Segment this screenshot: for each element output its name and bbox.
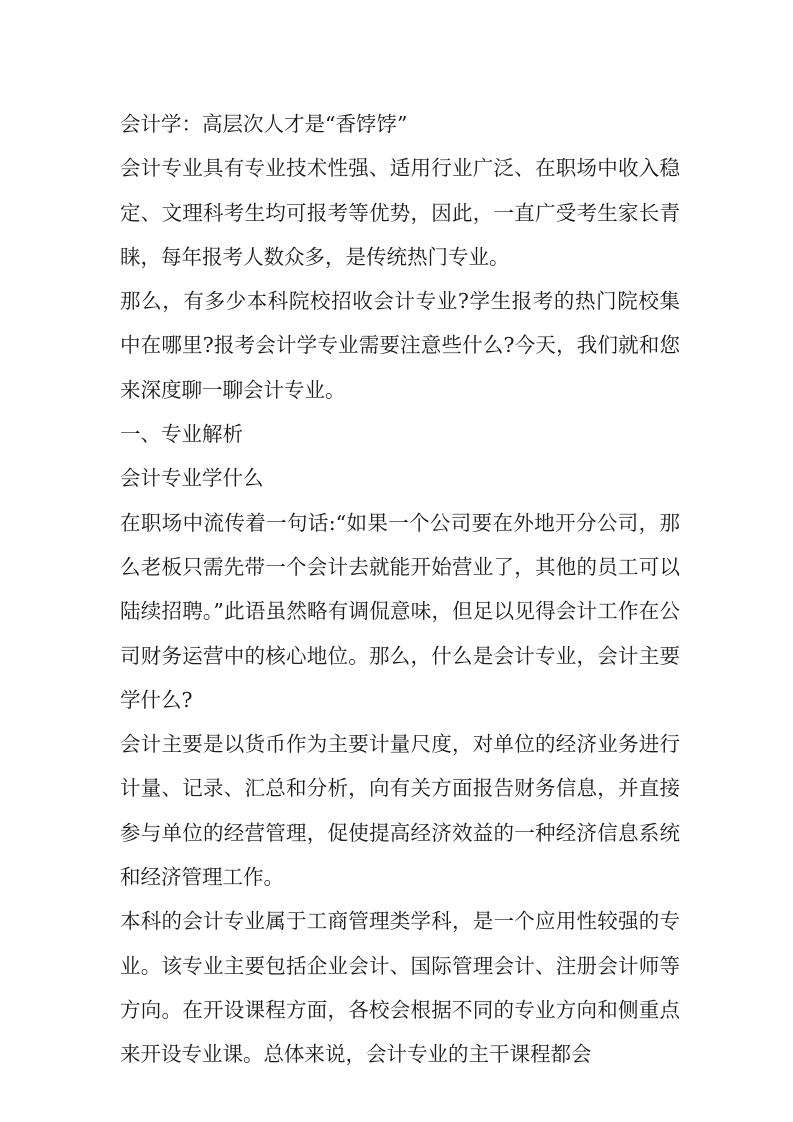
- section-heading: 一、专业解析: [120, 422, 243, 447]
- paragraph-undergrad: 本科的会计专业属于工商管理类学科，是一个应用性较强的专业。该专业主要包括企业会计、国际管理会计、注册会计师等方向。在开设课程方面，各校会根据不同的专业方向和侧重点来开设专业课。总体来说，会计专业的主干课程都会: [120, 909, 680, 1067]
- paragraph-questions: 那么，有多少本科院校招收会计专业?学生报考的热门院校集中在哪里?报考会计学专业需要注意些什么?今天，我们就和您来深度聊一聊会计专业。: [120, 289, 680, 402]
- article-title: 会计学：高层次人才是“香饽饽”: [120, 112, 408, 136]
- paragraph-saying: 在职场中流传着一句话:“如果一个公司要在外地开分公司，那么老板只需先带一个会计去就能开始营业了，其他的员工可以陆续招聘。”此语虽然略有调侃意味，但足以见得会计工作在公司财务运营中的核心地位。那么，什么是会计专业，会计主要学什么?: [120, 510, 680, 712]
- paragraph-definition: 会计主要是以货币作为主要计量尺度，对单位的经济业务进行计量、记录、汇总和分析，向有关方面报告财务信息，并直接参与单位的经营管理，促使提高经济效益的一种经济信息系统和经济管理工作。: [120, 732, 680, 890]
- document-page: [120, 102, 680, 1077]
- subsection-heading: 会计专业学什么: [120, 466, 264, 491]
- paragraph-intro: 会计专业具有专业技术性强、适用行业广泛、在职场中收入稳定、文理科考生均可报考等优势，因此，一直广受考生家长青睐，每年报考人数众多，是传统热门专业。: [120, 156, 680, 269]
